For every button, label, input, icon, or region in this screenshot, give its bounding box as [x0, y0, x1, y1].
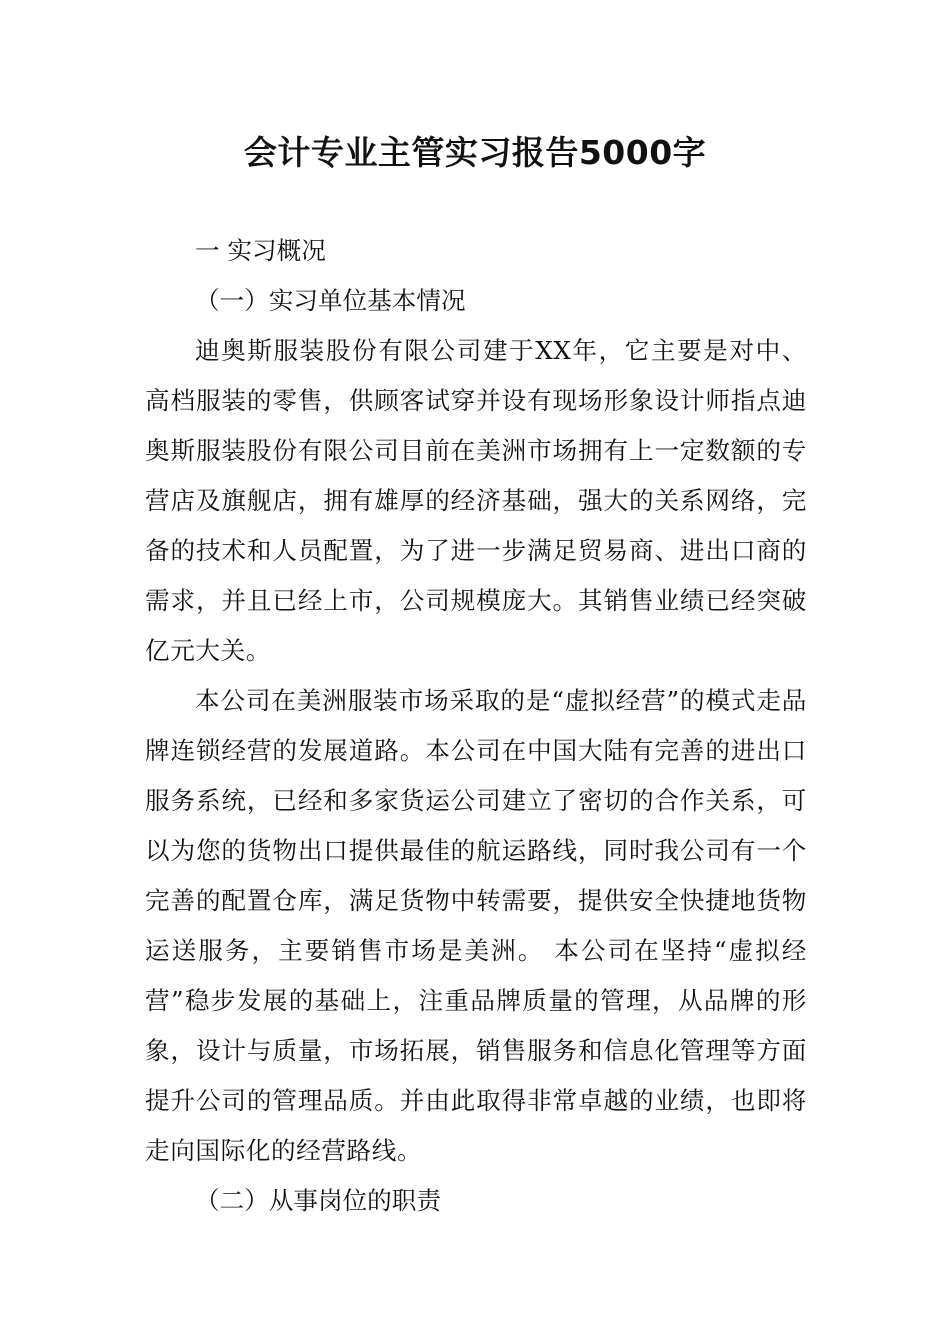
document-body — [145, 226, 807, 1226]
paragraph-business-model: 本公司在美洲服装市场采取的是“虚拟经营”的模式走品牌连锁经营的发展道路。本公司在中国大陆有完善的进出口服务系统，已经和多家货运公司建立了密切的合作关系，可以为您的货物出口提供最佳的航运路线，同时我公司有一个完善的配置仓库，满足货物中转需要，提供安全快捷地货物运送服务，主要销售市场是美洲。 本公司在坚持“虚拟经营”稳步发展的基础上，注重品牌质量的管理，从品牌的形象，设计与质量，市场拓展，销售服务和信息化管理等方面提升公司的管理品质。并由此取得非常卓越的业绩，也即将走向国际化的经营路线。 — [145, 686, 807, 1165]
paragraph-company-overview: 迪奥斯服装股份有限公司建于XX年，它主要是对中、高档服装的零售，供顾客试穿并设有现场形象设计师指点迪奥斯服装股份有限公司目前在美洲市场拥有上一定数额的专营店及旗舰店，拥有雄厚的经济基础，强大的关系网络，完备的技术和人员配置，为了进一步满足贸易商、进出口商的需求，并且已经上市，公司规模庞大。其销售业绩已经突破亿元大关。 — [145, 336, 807, 665]
subsection-heading: （二）从事岗位的职责 — [195, 1186, 441, 1215]
document-title: 会计专业主管实习报告5000字 — [243, 133, 707, 172]
section-heading: 一 实习概况 — [195, 236, 326, 265]
subsection-heading: （一）实习单位基本情况 — [195, 286, 466, 315]
